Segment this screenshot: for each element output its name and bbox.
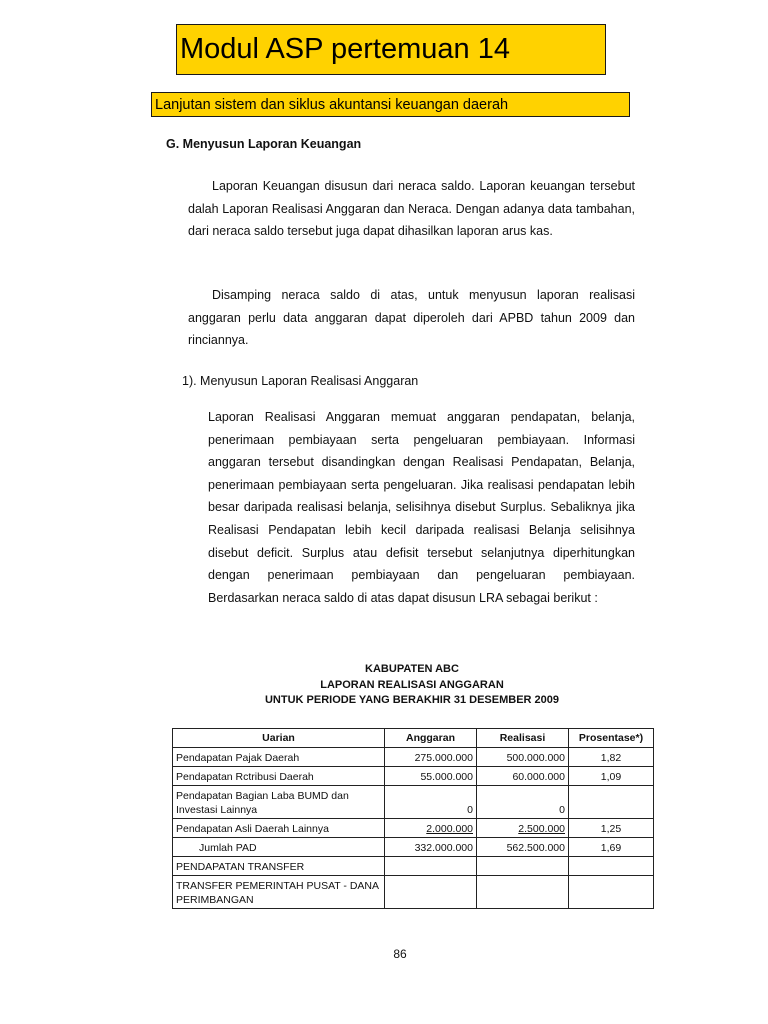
lra-table (172, 728, 654, 909)
section-heading: G. Menyusun Laporan Keuangan (166, 137, 362, 151)
module-title: Modul ASP pertemuan 14 (180, 33, 510, 65)
row-prosentase: 1,69 (569, 838, 654, 857)
row-anggaran: 55.000.000 (385, 767, 477, 786)
row-anggaran (385, 857, 477, 876)
page-number: 86 (393, 947, 407, 961)
row-realisasi (477, 857, 569, 876)
row-prosentase (569, 786, 654, 819)
col-header-uraian: Uarian (173, 729, 385, 748)
row-prosentase: 1,25 (569, 819, 654, 838)
row-anggaran: 2.000.000 (426, 823, 473, 835)
row-realisasi: 2.500.000 (518, 823, 565, 835)
row-label: Pendapatan Pajak Daerah (173, 748, 385, 767)
row-prosentase: 1,09 (569, 767, 654, 786)
module-subtitle-banner (151, 92, 630, 117)
subsection-heading: 1). Menyusun Laporan Realisasi Anggaran (182, 374, 419, 388)
row-label: Pendapatan Asli Daerah Lainnya (173, 819, 385, 838)
table-row (173, 748, 654, 767)
row-label: Pendapatan Bagian Laba BUMD dan Investasi Lainnya (173, 786, 385, 819)
row-label: Pendapatan Rctribusi Daerah (173, 767, 385, 786)
report-name: LAPORAN REALISASI ANGGARAN (320, 678, 504, 691)
col-header-prosentase: Prosentase*) (569, 729, 654, 748)
row-prosentase (569, 857, 654, 876)
row-anggaran: 332.000.000 (385, 838, 477, 857)
row-realisasi: 0 (477, 786, 569, 819)
row-label: Jumlah PAD (173, 838, 385, 857)
table-row (173, 819, 654, 838)
row-anggaran: 275.000.000 (385, 748, 477, 767)
table-header-row (173, 729, 654, 748)
table-row-total (173, 838, 654, 857)
row-prosentase (569, 876, 654, 909)
paragraph-3: Laporan Realisasi Anggaran memuat anggaran pendapatan, belanja, penerimaan pembiayaan serta pengeluaran pembiayaan. Informasi anggaran tersebut disandingkan dengan Realisasi Pendapatan, Belanja, penerimaan pembiayaan serta pengeluaran. Jika realisasi pendapatan lebih besar daripada realisasi belanja, selisihnya disebut Surplus. Sebaliknya jika Realisasi Pendapatan lebih kecil daripada realisasi Belanja selisihnya disebut deficit. Surplus atau defisit tersebut selanjutnya diperhitungkan dengan penerimaan pembiayaan dan pengeluaran pembiayaan. Berdasarkan neraca saldo di atas dapat disusun LRA sebagai berikut : (208, 410, 635, 605)
row-prosentase: 1,82 (569, 748, 654, 767)
row-realisasi: 60.000.000 (477, 767, 569, 786)
row-label: PENDAPATAN TRANSFER (173, 857, 385, 876)
row-realisasi: 562.500.000 (477, 838, 569, 857)
module-title-banner (176, 24, 606, 75)
row-anggaran (385, 876, 477, 909)
col-header-anggaran: Anggaran (385, 729, 477, 748)
row-label: TRANSFER PEMERINTAH PUSAT - DANA PERIMBANGAN (173, 876, 385, 909)
row-realisasi: 500.000.000 (477, 748, 569, 767)
report-header (172, 662, 652, 709)
paragraph-2: Disamping neraca saldo di atas, untuk menyusun laporan realisasi anggaran perlu data anggaran dapat diperoleh dari APBD tahun 2009 dan rinciannya. (188, 288, 635, 348)
row-realisasi (477, 876, 569, 909)
paragraph-1: Laporan Keuangan disusun dari neraca saldo. Laporan keuangan tersebut dalah Laporan Realisasi Anggaran dan Neraca. Dengan adanya data tambahan, dari neraca saldo tersebut juga dapat dihasilkan laporan arus kas. (188, 179, 635, 239)
report-period: UNTUK PERIODE YANG BERAKHIR 31 DESEMBER 2009 (264, 694, 560, 706)
table-row (173, 876, 654, 909)
row-anggaran: 0 (385, 786, 477, 819)
col-header-realisasi: Realisasi (477, 729, 569, 748)
table-row (173, 767, 654, 786)
table-row (173, 786, 654, 819)
report-entity: KABUPATEN ABC (365, 663, 459, 675)
module-subtitle: Lanjutan sistem dan siklus akuntansi keuangan daerah (155, 96, 509, 113)
table-row (173, 857, 654, 876)
